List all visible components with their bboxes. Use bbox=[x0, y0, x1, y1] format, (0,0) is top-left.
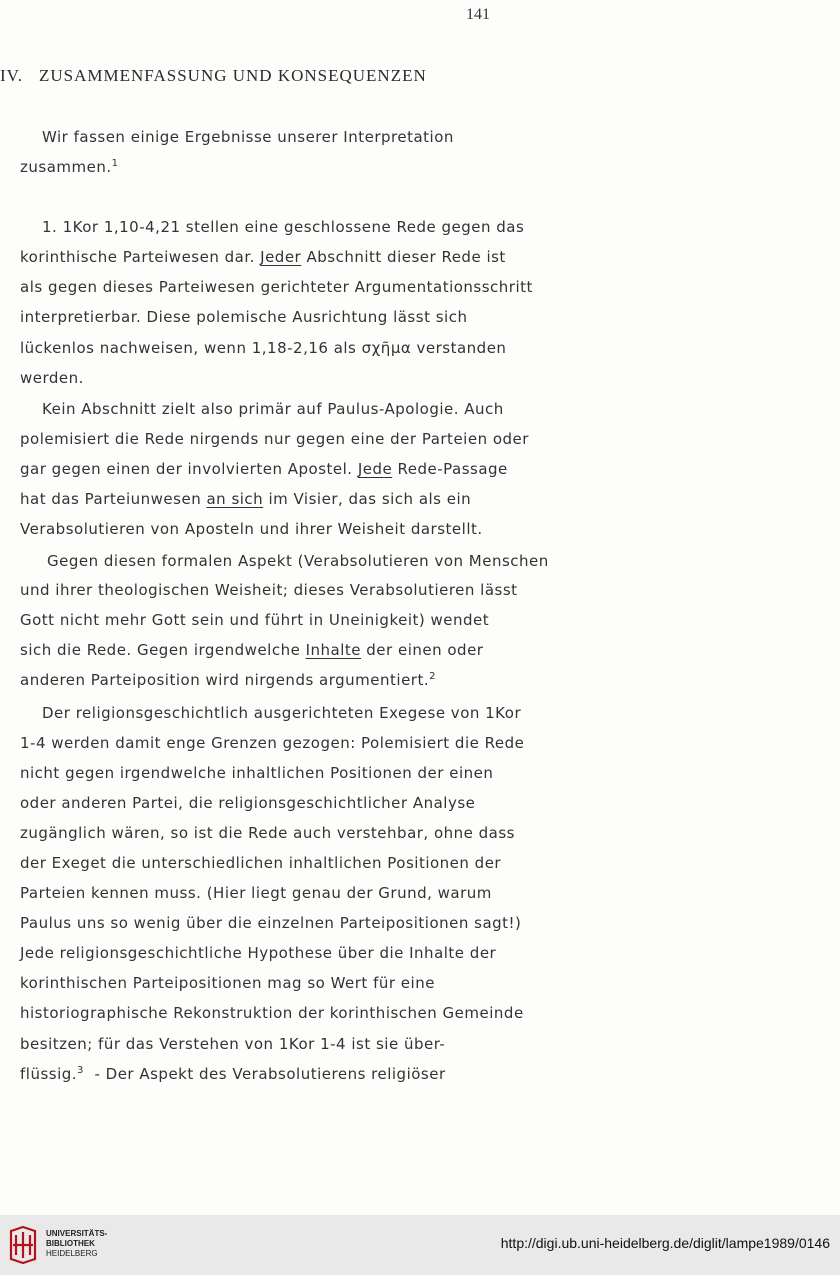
section-title: ZUSAMMENFASSUNG UND KONSEQUENZEN bbox=[39, 66, 427, 85]
text-line: Parteien kennen muss. (Hier liegt genau der Grund, warum bbox=[20, 884, 492, 902]
text-line: korinthische Parteiwesen dar. Jeder Abschnitt dieser Rede ist bbox=[20, 248, 506, 266]
text-line: 1-4 werden damit enge Grenzen gezogen: Polemisiert die Rede bbox=[20, 734, 525, 752]
text-line: gar gegen einen der involvierten Apostel. Jede Rede-Passage bbox=[20, 460, 508, 478]
text-line: und ihrer theologischen Weisheit; dieses Verabsolutieren lässt bbox=[20, 581, 518, 599]
text-line: Wir fassen einige Ergebnisse unserer Interpretation bbox=[42, 128, 454, 146]
university-library-logo-icon bbox=[8, 1225, 38, 1265]
text-line: Gott nicht mehr Gott sein und führt in Uneinigkeit) wendet bbox=[20, 611, 490, 629]
text-line: Kein Abschnitt zielt also primär auf Paulus-Apologie. Auch bbox=[42, 400, 504, 418]
footnote-ref: 2 bbox=[429, 671, 436, 682]
section-numeral: IV. bbox=[0, 66, 23, 85]
text-line: anderen Parteiposition wird nirgends argumentiert.$^2$ bbox=[20, 671, 436, 689]
text-line: interpretierbar. Diese polemische Ausrichtung lässt sich bbox=[20, 308, 468, 326]
text-line: besitzen; für das Verstehen von 1Kor 1-4 ist sie über- bbox=[20, 1035, 446, 1053]
text-line: Paulus uns so wenig über die einzelnen Parteipositionen sagt!) bbox=[20, 914, 522, 932]
text-line: Der religionsgeschichtlich ausgerichteten Exegese von 1Kor bbox=[42, 704, 522, 722]
footnote-ref: 3 bbox=[77, 1065, 84, 1076]
page-number: 141 bbox=[466, 6, 490, 23]
text-line: als gegen dieses Parteiwesen gerichteter Argumentationsschritt bbox=[20, 278, 533, 296]
text-line: flüssig.$^3$ - Der Aspekt des Verabsolutierens religiöser bbox=[20, 1065, 446, 1083]
library-name: UNIVERSITÄTS- BIBLIOTHEK HEIDELBERG bbox=[46, 1229, 108, 1258]
source-url-link[interactable]: http://digi.ub.uni-heidelberg.de/diglit/lampe1989/0146 bbox=[500, 1235, 830, 1251]
text-line: hat das Parteiunwesen an sich im Visier, das sich als ein bbox=[20, 490, 472, 508]
text-line: 1. 1Kor 1,10-4,21 stellen eine geschlossene Rede gegen das bbox=[42, 218, 525, 236]
text-line: sich die Rede. Gegen irgendwelche Inhalte der einen oder bbox=[20, 641, 484, 659]
text-line: nicht gegen irgendwelche inhaltlichen Positionen der einen bbox=[20, 764, 494, 782]
underlined-word: Jede bbox=[357, 460, 393, 478]
text-line: der Exeget die unterschiedlichen inhaltlichen Positionen der bbox=[20, 854, 502, 872]
text-line: zugänglich wären, so ist die Rede auch verstehbar, ohne dass bbox=[20, 824, 515, 842]
underlined-word: Jeder bbox=[260, 248, 302, 266]
text-line: Gegen diesen formalen Aspekt (Verabsolutieren von Menschen bbox=[47, 552, 549, 570]
footnote-ref: 1 bbox=[111, 158, 119, 169]
section-heading bbox=[0, 66, 427, 86]
text-line: oder anderen Partei, die religionsgeschichtlicher Analyse bbox=[20, 794, 476, 812]
text-line: polemisiert die Rede nirgends nur gegen eine der Parteien oder bbox=[20, 430, 529, 448]
underlined-word: an sich bbox=[206, 490, 264, 508]
text-line: Jede religionsgeschichtliche Hypothese über die Inhalte der bbox=[20, 944, 497, 962]
text-line: lückenlos nachweisen, wenn 1,18-2,16 als σχῆμα verstanden bbox=[20, 339, 507, 357]
text-line: korinthischen Parteipositionen mag so Wert für eine bbox=[20, 974, 435, 992]
library-footer-bar bbox=[0, 1215, 840, 1275]
text-line: Verabsolutieren von Aposteln und ihrer Weisheit darstellt. bbox=[20, 520, 483, 538]
text-line: werden. bbox=[20, 369, 84, 387]
text-line: zusammen.$^1$ bbox=[20, 158, 119, 176]
text-line: historiographische Rekonstruktion der korinthischen Gemeinde bbox=[20, 1004, 524, 1022]
underlined-word: Inhalte bbox=[305, 641, 362, 659]
